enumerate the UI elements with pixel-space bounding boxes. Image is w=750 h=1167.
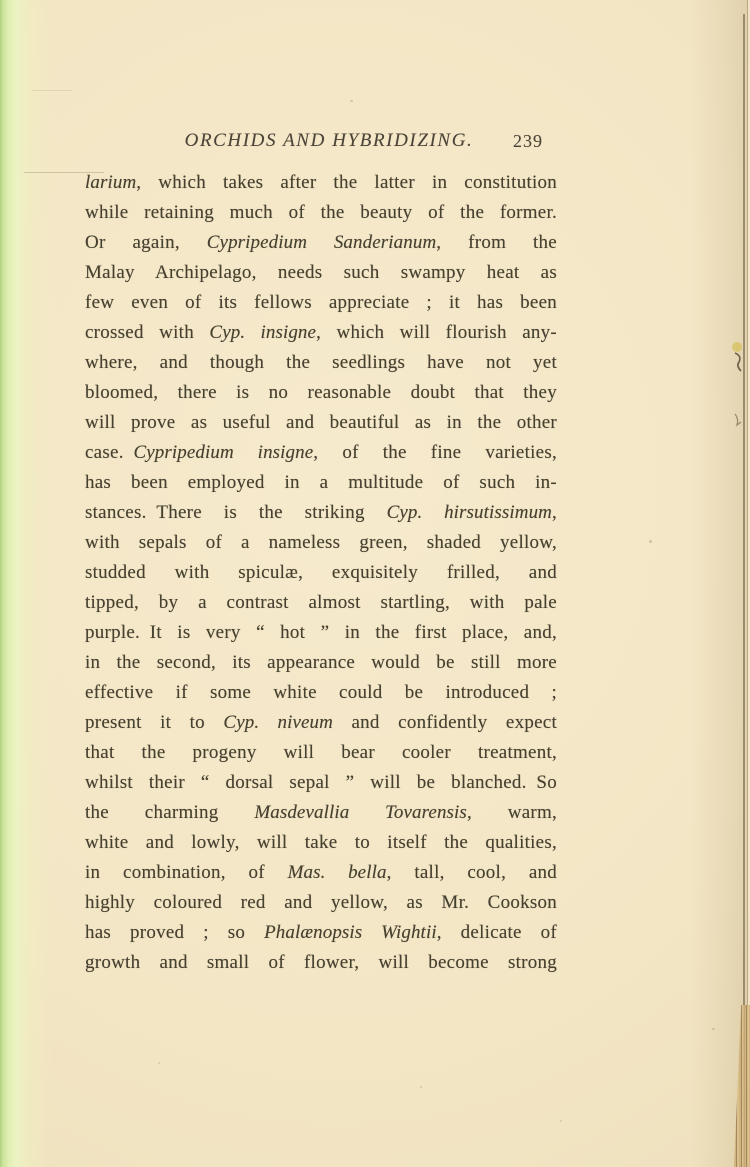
text-run: , which takes after the latter in constitution [136,172,557,193]
text-line [85,438,557,468]
text-run: has proved ; so [85,922,265,943]
running-header [85,130,557,156]
text-run: bloomed, there is no reasonable doubt that they [85,382,557,403]
paper-speck [560,1120,562,1122]
text-run: effective if some white could be introduced ; [85,682,557,703]
text-line [85,318,557,348]
text-line [85,738,557,768]
species-name-italic: Cypripedium insigne [133,442,314,463]
text-line [85,378,557,408]
paper-speck [350,100,353,102]
text-line [85,258,557,288]
text-line [85,768,557,798]
text-run: present it to [85,712,224,733]
text-line [85,468,557,498]
text-run: in combination, of [85,862,288,883]
ink-squiggle-mark [724,338,748,378]
page-edge-line-outer [747,0,748,1167]
text-line [85,888,557,918]
species-name-italic: Mas. bella [287,862,387,883]
text-line [85,618,557,648]
text-run: in the second, its appearance would be still more [85,652,557,673]
text-run: , warm, [466,802,557,823]
text-run: , of the fine varieties, [313,442,558,463]
page-gutter-shading [0,0,60,1167]
text-run: , [552,502,558,523]
paper-speck [649,540,652,543]
species-name-italic: larium [85,172,137,193]
text-run: while retaining much of the beauty of the former. [85,202,557,223]
text-run: , which will flourish any- [316,322,557,343]
paper-speck [712,1028,715,1030]
text-run: and confidently expect [332,712,557,733]
text-line [85,948,557,978]
paper-scratch [24,172,104,173]
text-run: will prove as useful and beautiful as in the other [85,412,557,433]
text-line [85,498,557,528]
species-name-italic: Cyp. niveum [223,712,333,733]
page-number: 239 [513,131,543,151]
page-curl-shadow [690,0,748,1167]
text-run: few even of its fellows appreciate ; it has been [85,292,557,313]
species-name-italic: Masdevallia Tovarensis [254,802,467,823]
text-line [85,918,557,948]
text-run: studded with spiculæ, exquisitely frilled, and [85,562,557,583]
text-run: that the progeny will bear cooler treatment, [85,742,557,763]
text-line [85,198,557,228]
text-run: has been employed in a multitude of such in- [85,472,557,493]
text-run: Or again, [85,232,207,253]
text-line [85,648,557,678]
species-name-italic: Cyp. hirsutissimum [386,502,553,523]
text-run: Malay Archipelago, needs such swampy heat as [85,262,557,283]
species-name-italic: Cypripedium Sanderianum [206,232,437,253]
text-line [85,528,557,558]
text-line [85,798,557,828]
ink-tick-mark [732,412,744,428]
text-line [85,348,557,378]
text-run: the charming [85,802,255,823]
text-line [85,228,557,258]
text-line [85,588,557,618]
text-line [85,708,557,738]
text-run: white and lowly, will take to itself the qualities, [85,832,557,853]
text-run: with sepals of a nameless green, shaded yellow, [85,532,557,553]
paper-scratch [32,90,72,91]
body-text [85,168,557,978]
page-edge-line [743,14,745,1167]
text-run: purple. It is very “ hot ” in the first place, and, [85,622,557,643]
text-run: , from the [436,232,557,253]
text-run: highly coloured red and yellow, as Mr. Cookson [85,892,557,913]
text-run: case. [85,442,134,463]
text-run: stances. There is the striking [85,502,387,523]
species-name-italic: Phalænopsis Wightii [264,922,437,943]
paper-speck [420,1086,422,1088]
text-line [85,408,557,438]
text-run: whilst their “ dorsal sepal ” will be blanched. So [85,772,557,793]
text-line [85,168,557,198]
text-run: tipped, by a contrast almost startling, with pale [85,592,557,613]
text-line [85,828,557,858]
text-run: where, and though the seedlings have not yet [85,352,557,373]
text-line [85,858,557,888]
species-name-italic: Cyp. insigne [209,322,317,343]
text-run: growth and small of flower, will become strong [85,952,557,973]
text-run: , tall, cool, and [386,862,557,883]
text-run: , delicate of [436,922,558,943]
running-header-title: ORCHIDS AND HYBRIDIZING. [184,130,474,151]
text-line [85,558,557,588]
text-run: crossed with [85,322,210,343]
text-line [85,288,557,318]
paper-speck [158,1062,160,1064]
text-line [85,678,557,708]
